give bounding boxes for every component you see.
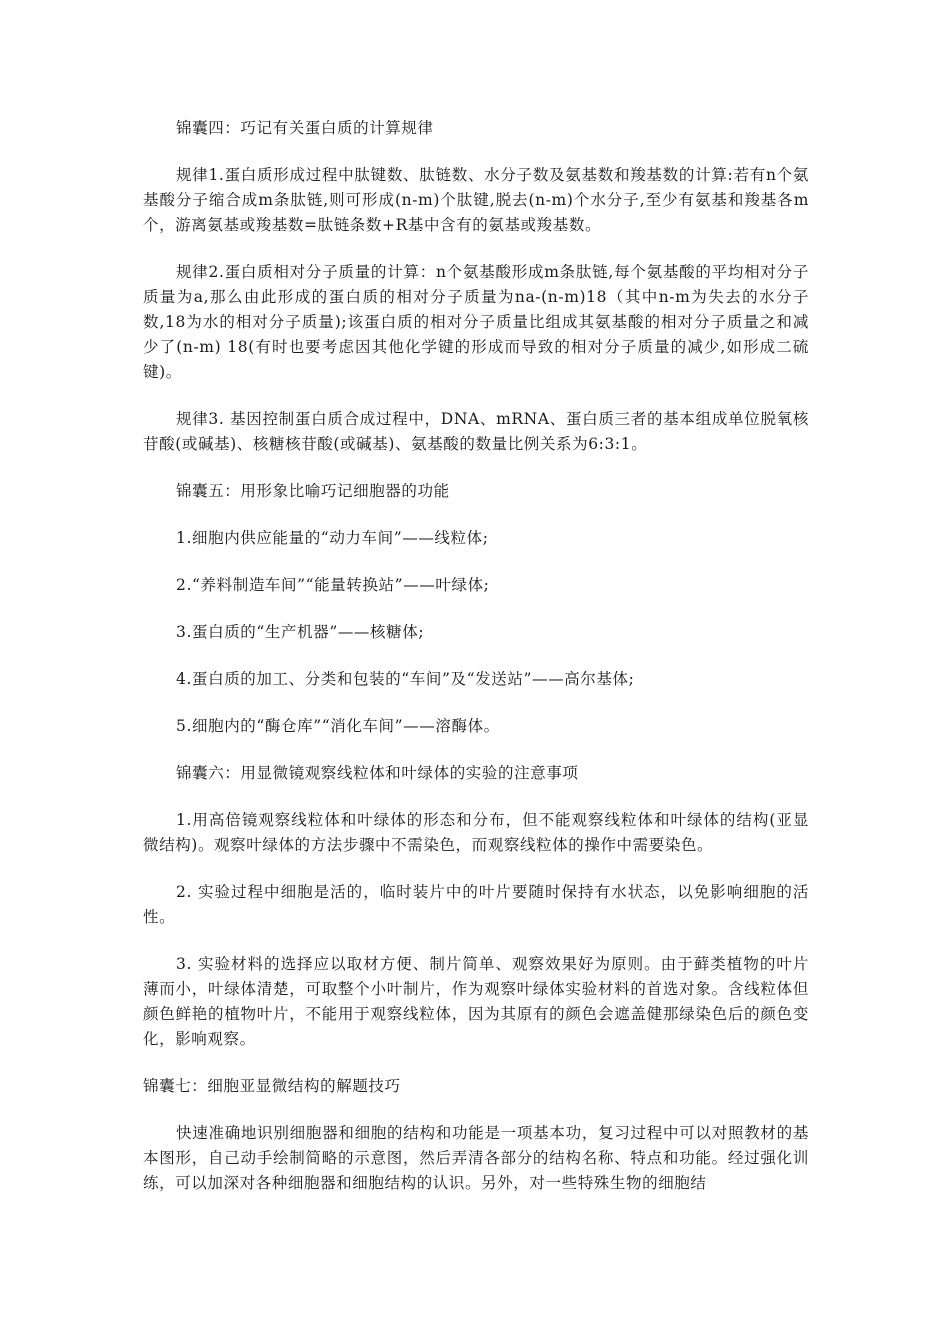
paragraph-note-2: 2. 实验过程中细胞是活的，临时装片中的叶片要随时保持有水状态，以免影响细胞的活性。 <box>143 883 809 926</box>
section-heading-4: 锦囊四：巧记有关蛋白质的计算规律 <box>176 119 434 137</box>
paragraph-technique: 快速准确地识别细胞器和细胞的结构和功能是一项基本功，复习过程中可以对照教材的基本图形，自己动手绘制简略的示意图，然后弄清各部分的结构名称、特点和功能。经过强化训练，可以加深对各种细胞器和细胞结构的认识。另外，对一些特殊生物的细胞结 <box>143 1124 809 1192</box>
paragraph-rule-3: 规律3. 基因控制蛋白质合成过程中，DNA、mRNA、蛋白质三者的基本组成单位脱氧核苷酸(或碱基)、核糖核苷酸(或碱基)、氨基酸的数量比例关系为6:3:1。 <box>143 410 809 453</box>
section-heading-7: 锦囊七：细胞亚显微结构的解题技巧 <box>143 1077 401 1095</box>
section-heading-5: 锦囊五：用形象比喻巧记细胞器的功能 <box>176 482 450 500</box>
list-item-ribosome: 3.蛋白质的“生产机器”——核糖体; <box>176 623 425 641</box>
paragraph-rule-1: 规律1.蛋白质形成过程中肽键数、肽链数、水分子数及氨基数和羧基数的计算:若有n个氨基酸分子缩合成m条肽链,则可形成(n-m)个肽键,脱去(n-m)个水分子,至少有氨基和羧基各m个，游离氨基或羧基数=肽链条数+R基中含有的氨基或羧基数。 <box>143 166 809 234</box>
list-item-chloroplast: 2.“养料制造车间”“能量转换站”——叶绿体; <box>176 576 490 594</box>
document-body <box>143 116 809 1196</box>
paragraph-note-3: 3. 实验材料的选择应以取材方便、制片简单、观察效果好为原则。由于藓类植物的叶片薄而小，叶绿体清楚，可取整个小叶制片，作为观察叶绿体实验材料的首选对象。含线粒体但颜色鲜艳的植物叶片，不能用于观察线粒体，因为其原有的颜色会遮盖健那绿染色后的颜色变化，影响观察。 <box>143 955 809 1048</box>
list-item-golgi: 4.蛋白质的加工、分类和包装的“车间”及“发送站”——高尔基体; <box>176 670 635 688</box>
list-item-lysosome: 5.细胞内的“酶仓库”“消化车间”——溶酶体。 <box>176 717 500 735</box>
section-heading-6: 锦囊六：用显微镜观察线粒体和叶绿体的实验的注意事项 <box>176 764 579 782</box>
paragraph-rule-2: 规律2.蛋白质相对分子质量的计算：n个氨基酸形成m条肽链,每个氨基酸的平均相对分子质量为a,那么由此形成的蛋白质的相对分子质量为na-(n-m)18（其中n-m为失去的水分子数,18为水的相对分子质量);该蛋白质的相对分子质量比组成其氨基酸的相对分子质量之和减少了(n-m) 18(有时也要考虑因其他化学键的形成而导致的相对分子质量的减少,如形成二硫键)。 <box>143 263 809 381</box>
list-item-mitochondria: 1.细胞内供应能量的“动力车间”——线粒体; <box>176 529 489 547</box>
paragraph-note-1: 1.用高倍镜观察线粒体和叶绿体的形态和分布，但不能观察线粒体和叶绿体的结构(亚显微结构)。观察叶绿体的方法步骤中不需染色，而观察线粒体的操作中需要染色。 <box>143 811 809 854</box>
